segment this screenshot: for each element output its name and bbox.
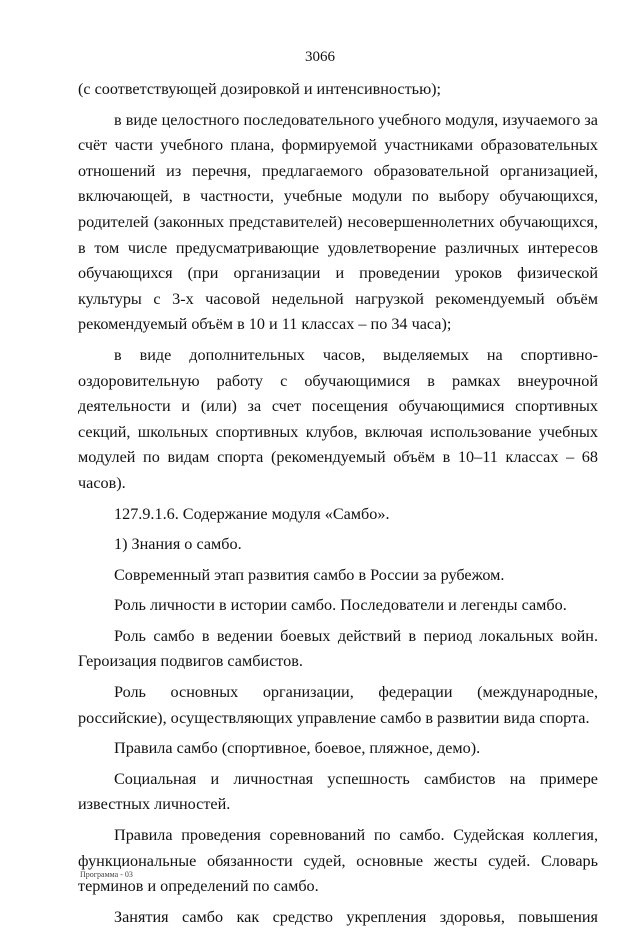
paragraph-10: Правила самбо (спортивное, боевое, пляжное, демо). — [114, 739, 481, 758]
page-number: 3066 — [305, 49, 335, 65]
paragraph-2: в виде целостного последовательного учебного модуля, изучаемого за счёт части учебного плана, формируемой участниками образовательных отношений из перечня, предлагаемого образовательной организацией, включающей, в частности, учебные модули по выбору обучающихся, родителей (законных представителей) несовершеннолетних обучающихся, в том числе предусматривающие удовлетворение различных интересов обучающихся (при организации и проведении уроков физической культуры с 3-х часовой недельной нагрузкой рекомендуемый объём рекомендуемый объём в 10 и 11 классах – по 34 часа); — [78, 110, 598, 334]
subsection-heading: 1) Знания о самбо. — [114, 535, 242, 554]
paragraph-12: Правила проведения соревнований по самбо. Судейская коллегия, функциональные обязанности судей, основные жесты судей. Словарь терминов и определений по самбо. — [78, 826, 598, 896]
paragraph-13: Занятия самбо как средство укрепления здоровья, повышения — [114, 907, 598, 926]
paragraph-11: Социальная и личностная успешность самбистов на примере известных личностей. — [78, 769, 598, 814]
document-body — [78, 77, 598, 930]
paragraph-7: Роль личности в истории самбо. Последователи и легенды самбо. — [114, 596, 567, 615]
page-footer: Программа - 03 — [80, 870, 133, 879]
section-heading: 127.9.1.6. Содержание модуля «Самбо». — [114, 504, 390, 523]
paragraph-1: (с соответствующей дозировкой и интенсивностью); — [78, 80, 442, 98]
paragraph-3: в виде дополнительных часов, выделяемых на спортивно-оздоровительную работу с обучающимися в рамках внеурочной деятельности и (или) за счет посещения обучающимися спортивных секций, школьных спортивных клубов, включая использование учебных модулей по видам спорта (рекомендуемый объём в 10–11 классах – 68 часов). — [78, 345, 598, 492]
paragraph-6: Современный этап развития самбо в России за рубежом. — [114, 565, 505, 584]
paragraph-8: Роль самбо в ведении боевых действий в период локальных войн. Героизация подвигов самбистов. — [78, 626, 598, 671]
paragraph-9: Роль основных организации, федерации (международные, российские), осуществляющих управление самбо в развитии вида спорта. — [78, 683, 598, 727]
